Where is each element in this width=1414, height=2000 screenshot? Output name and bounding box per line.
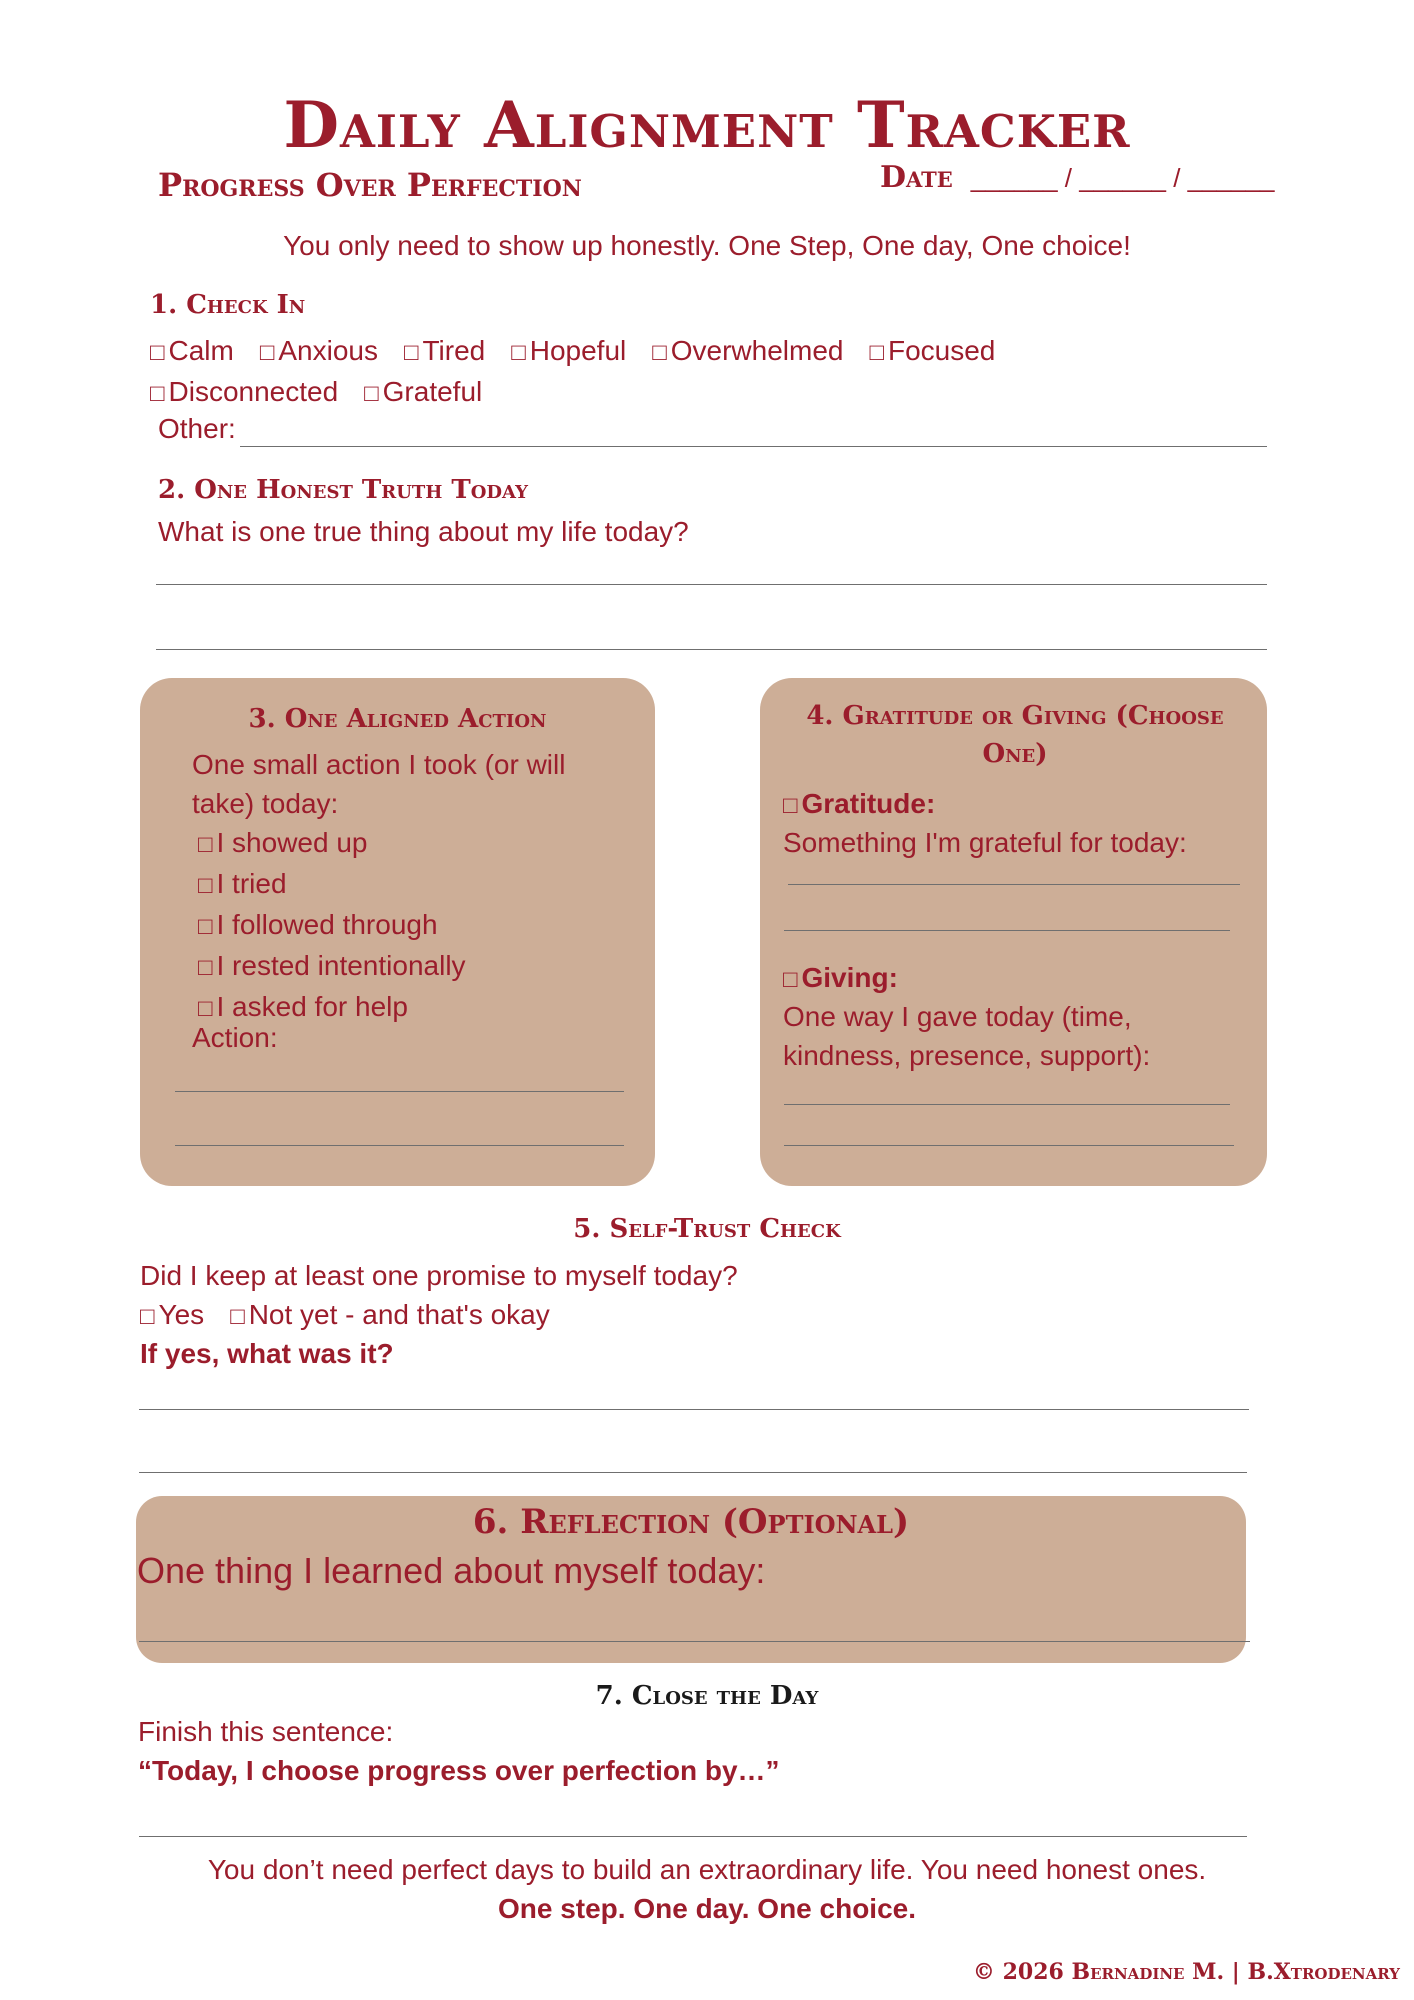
- giving-prompt: One way I gave today (time, kindness, presence, support):: [783, 1001, 1151, 1071]
- action-heading: 3. One Aligned Action: [248, 704, 547, 734]
- date-field[interactable]: [880, 160, 1274, 195]
- close-answer-line[interactable]: [139, 1836, 1247, 1837]
- giving-answer-line-2[interactable]: [784, 1145, 1234, 1146]
- gratitude-heading: 4. Gratitude or Giving (Choose One): [806, 701, 1224, 769]
- giving-answer-line-1[interactable]: [784, 1104, 1230, 1105]
- checkbox-focused[interactable]: □ Focused: [869, 335, 996, 366]
- checkbox-grateful[interactable]: □ Grateful: [364, 376, 483, 407]
- checkbox-icon: □: [198, 913, 213, 940]
- truth-answer-line-1[interactable]: [156, 584, 1267, 585]
- checkbox-icon: □: [511, 339, 526, 366]
- other-input-line[interactable]: [240, 446, 1267, 447]
- checkbox-tried[interactable]: □ I tried: [198, 868, 287, 899]
- self-trust-heading: 5. Self-Trust Check: [573, 1214, 841, 1244]
- self-trust-question: Did I keep at least one promise to myself today?: [140, 1260, 738, 1291]
- checkbox-icon: □: [783, 792, 798, 819]
- checkbox-overwhelmed[interactable]: □ Overwhelmed: [652, 335, 844, 366]
- footer-motto: One step. One day. One choice.: [497, 1893, 917, 1924]
- checkbox-hopeful[interactable]: □ Hopeful: [511, 335, 627, 366]
- action-answer-line-2[interactable]: [175, 1145, 624, 1146]
- other-label: Other:: [158, 413, 236, 444]
- checkbox-icon: □: [198, 954, 213, 981]
- truth-heading: 2. One Honest Truth Today: [158, 475, 528, 505]
- tagline: You only need to show up honestly. One Step, One day, One choice!: [283, 230, 1131, 261]
- date-label: Date: [880, 160, 953, 195]
- self-trust-followup: If yes, what was it?: [140, 1338, 394, 1369]
- self-trust-answer-line-2[interactable]: [139, 1472, 1247, 1473]
- footer-message: You don’t need perfect days to build an extraordinary life. You need honest ones.: [207, 1854, 1207, 1885]
- checkbox-calm[interactable]: □ Calm: [150, 335, 234, 366]
- checkbox-icon: □: [198, 831, 213, 858]
- checkbox-followed-through[interactable]: □ I followed through: [198, 909, 438, 940]
- checkbox-asked-help[interactable]: □ I asked for help: [198, 991, 408, 1022]
- checkbox-icon: □: [259, 339, 275, 366]
- truth-answer-line-2[interactable]: [156, 649, 1267, 650]
- close-sentence: “Today, I choose progress over perfection by…”: [138, 1755, 780, 1786]
- checkbox-showed-up[interactable]: □ I showed up: [198, 827, 368, 858]
- reflection-prompt: One thing I learned about myself today:: [137, 1550, 766, 1591]
- checkbox-rested[interactable]: □ I rested intentionally: [198, 950, 466, 981]
- checkbox-icon: □: [198, 995, 213, 1022]
- check-in-heading: 1. Check In: [150, 290, 306, 320]
- action-label: Action:: [192, 1022, 278, 1053]
- checkbox-tired[interactable]: □ Tired: [403, 335, 486, 366]
- gratitude-option[interactable]: [783, 784, 935, 825]
- reflection-answer-line[interactable]: [139, 1641, 1250, 1642]
- giving-label: Giving:: [801, 962, 898, 993]
- gratitude-answer-line-2[interactable]: [784, 930, 1230, 931]
- checkbox-icon: □: [403, 339, 419, 366]
- checkbox-icon: □: [198, 872, 213, 899]
- checkbox-disconnected[interactable]: □ Disconnected: [150, 376, 339, 407]
- giving-option[interactable]: [783, 958, 898, 999]
- checkbox-icon: □: [140, 1303, 155, 1330]
- truth-prompt: What is one true thing about my life today?: [158, 516, 689, 547]
- gratitude-prompt: Something I'm grateful for today:: [783, 827, 1187, 858]
- checkbox-icon: □: [150, 380, 165, 407]
- checkbox-yes[interactable]: □ Yes: [140, 1299, 205, 1330]
- action-prompt: One small action I took (or will take) today:: [192, 749, 566, 819]
- self-trust-options: [140, 1295, 576, 1336]
- check-in-options: [150, 331, 1110, 413]
- checkbox-anxious[interactable]: □ Anxious: [259, 335, 378, 366]
- checkbox-icon: □: [652, 339, 667, 366]
- checkbox-not-yet[interactable]: □ Not yet - and that's okay: [230, 1299, 550, 1330]
- checkbox-icon: □: [150, 339, 165, 366]
- gratitude-label: Gratitude:: [801, 788, 936, 819]
- action-options: [198, 823, 618, 1028]
- close-prompt: Finish this sentence:: [138, 1716, 394, 1747]
- checkbox-icon: □: [783, 966, 798, 993]
- self-trust-answer-line-1[interactable]: [139, 1409, 1249, 1410]
- checkbox-icon: □: [869, 339, 884, 366]
- date-blanks: ______ / ______ / ______: [970, 163, 1275, 193]
- close-heading: 7. Close the Day: [595, 1681, 819, 1711]
- page-subtitle: Progress Over Perfection: [158, 166, 582, 204]
- action-answer-line-1[interactable]: [175, 1091, 624, 1092]
- page-title: Daily Alignment Tracker: [283, 88, 1131, 163]
- reflection-heading: 6. Reflection (Optional): [472, 1502, 910, 1542]
- gratitude-answer-line-1[interactable]: [788, 884, 1240, 885]
- checkbox-icon: □: [364, 380, 379, 407]
- footer-copyright: © 2026 Bernadine M. | B.Xtrodenary: [972, 1959, 1400, 1985]
- checkbox-icon: □: [230, 1303, 245, 1330]
